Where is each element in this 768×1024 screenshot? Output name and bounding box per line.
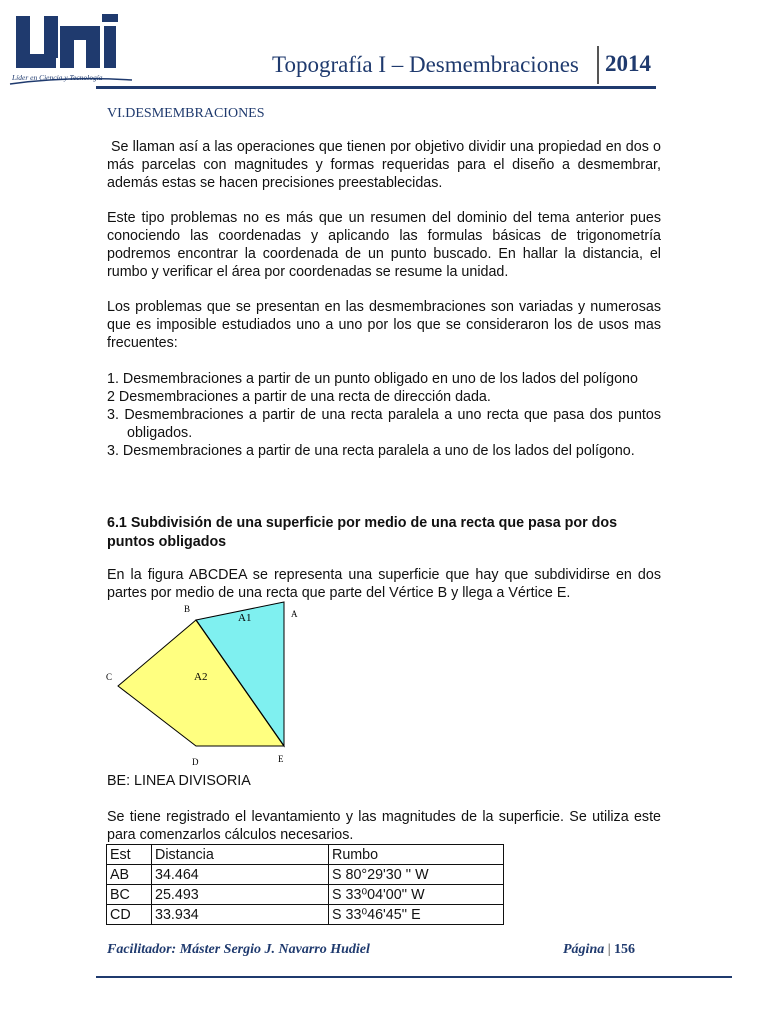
- footer-page: [563, 942, 635, 958]
- footer-facilitator: Facilitador: Máster Sergio J. Navarro Hudiel: [107, 942, 370, 957]
- page-header-title: Topografía I – Desmembraciones: [272, 52, 579, 77]
- header-separator: [597, 46, 599, 84]
- vertex-label-a: A: [291, 609, 298, 619]
- table-cell: AB: [107, 865, 152, 885]
- list-item: 1. Desmembraciones a partir de un punto obligado en uno de los lados del polígono: [107, 371, 638, 387]
- uni-logo: [8, 10, 138, 92]
- footer-page-separator: |: [607, 942, 615, 957]
- table-header-cell: Distancia: [152, 845, 329, 865]
- region-label-a2: A2: [194, 671, 208, 683]
- page-header-year: 2014: [605, 51, 651, 76]
- table-header-cell: Rumbo: [329, 845, 504, 865]
- vertex-label-c: C: [106, 672, 113, 682]
- list-item: 2 Desmembraciones a partir de una recta de dirección dada.: [107, 389, 491, 405]
- table-header-row: [107, 845, 504, 865]
- table-row: [107, 905, 504, 925]
- footer-page-number: 156: [614, 942, 636, 957]
- subsection-heading: 6.1 Subdivisión de una superficie por medio de una recta que pasa por dos puntos obligados: [107, 515, 618, 550]
- logo-motto: Líder en Ciencia y Tecnología: [12, 73, 103, 82]
- table-cell: 33.934: [152, 905, 329, 925]
- table-intro: Se tiene registrado el levantamiento y las magnitudes de la superficie. Se utiliza este para comenzarlos cálculos necesarios.: [107, 809, 661, 843]
- table-cell: 25.493: [152, 885, 329, 905]
- vertex-label-e: E: [278, 754, 284, 764]
- table-row: [107, 885, 504, 905]
- figure-intro: En la figura ABCDEA se representa una superficie que hay que subdividirse en dos partes por medio de una recta que parte del Vértice B y llega a Vértice E.: [107, 567, 661, 601]
- methods-list: [107, 370, 661, 460]
- footer-page-label: Página: [563, 942, 605, 957]
- table-cell: 34.464: [152, 865, 329, 885]
- list-item: 3. Desmembraciones a partir de una recta paralela a uno recta que pasa dos puntos obligados.: [107, 407, 661, 441]
- footer-rule: [96, 976, 732, 978]
- header-rule: [96, 86, 656, 89]
- table-header-cell: Est: [107, 845, 152, 865]
- paragraph-3: Los problemas que se presentan en las desmembraciones son variadas y numerosas que es imposible estudiados uno a uno por los que se consideraron los de usos mas frecuentes:: [107, 299, 661, 351]
- table-cell: S 33⁰46'45'' E: [329, 905, 504, 925]
- paragraph-2: Este tipo problemas no es más que un resumen del dominio del tema anterior pues conociendo las coordenadas y aplicando las formulas básicas de trigonometría podremos encontrar la coordenada de un punto buscado. En hallar la distancia, el rumbo y verificar el área por coordenadas se resume la unidad.: [107, 210, 661, 280]
- table-row: [107, 865, 504, 885]
- region-label-a1: A1: [238, 612, 252, 624]
- table-cell: CD: [107, 905, 152, 925]
- section-title: VI.DESMEMBRACIONES: [107, 106, 265, 121]
- table-cell: BC: [107, 885, 152, 905]
- paragraph-1: Se llaman así a las operaciones que tienen por objetivo dividir una propiedad en dos o más parcelas con magnitudes y formas requeridas para el diseño a desmembrar, además estas se hacen precisiones preestablecidas.: [107, 139, 661, 191]
- vertex-label-d: D: [192, 757, 199, 767]
- table-cell: S 33⁰04'00'' W: [329, 885, 504, 905]
- table-cell: S 80°29'30 '' W: [329, 865, 504, 885]
- survey-table: [106, 844, 504, 925]
- polygon-figure: [100, 600, 320, 770]
- figure-caption: BE: LINEA DIVISORIA: [107, 773, 251, 789]
- vertex-label-b: B: [184, 604, 191, 614]
- list-item: 3. Desmembraciones a partir de una recta paralela a uno de los lados del polígono.: [107, 443, 635, 459]
